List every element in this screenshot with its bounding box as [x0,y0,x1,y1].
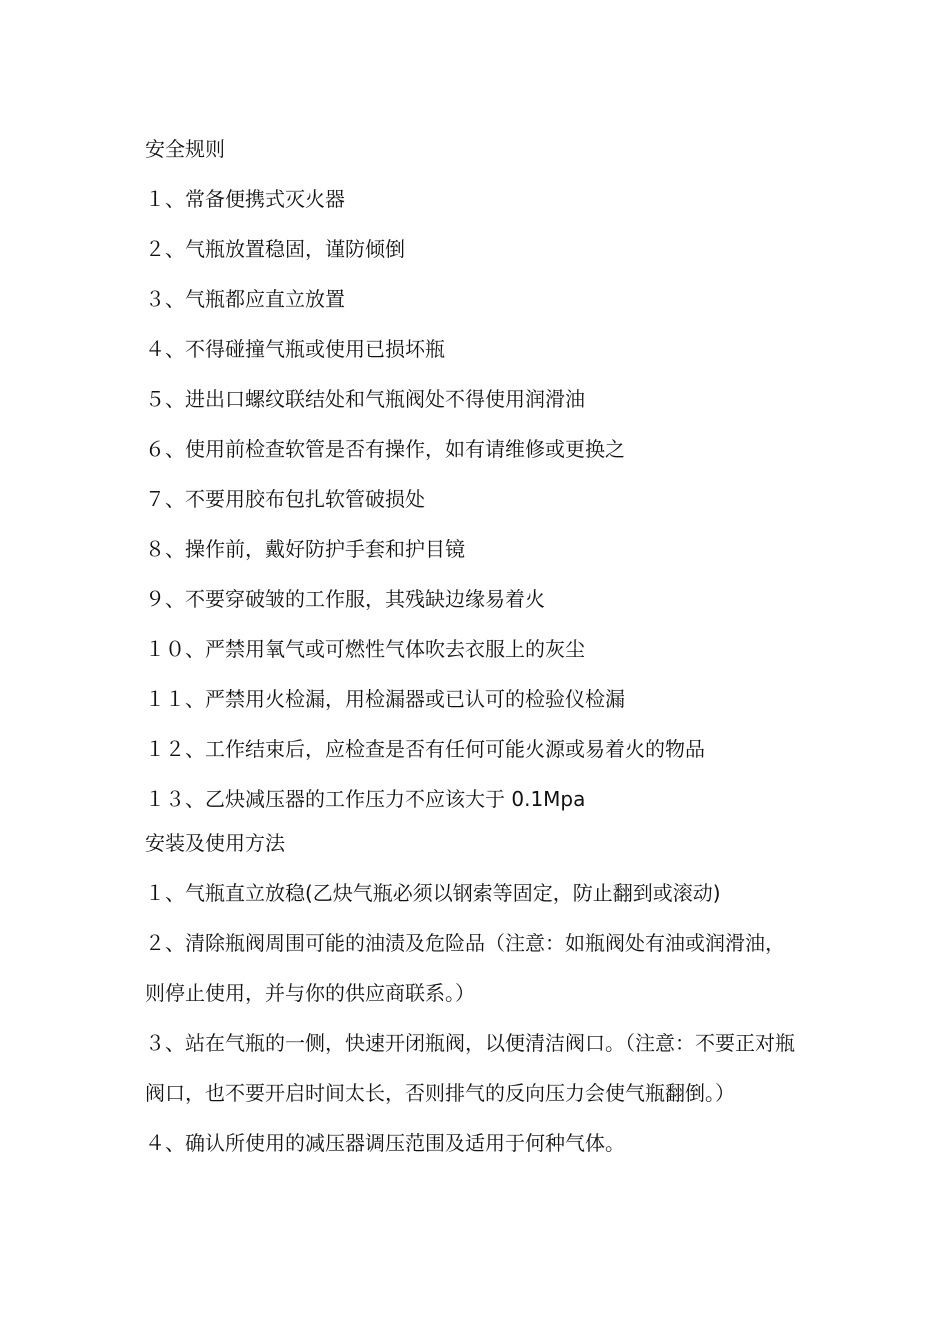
safety-rule-10: １０、严禁用氧气或可燃性气体吹去衣服上的灰尘 [145,637,585,661]
safety-rule-13: １３、乙炔减压器的工作压力不应该大于 0.1Mpa [145,787,586,811]
section-title-installation: 安装及使用方法 [145,831,285,855]
safety-rule-1: １、常备便携式灭火器 [145,187,345,211]
safety-rule-7: ７、不要用胶布包扎软管破损处 [145,487,425,511]
safety-rule-4: ４、不得碰撞气瓶或使用已损坏瓶 [145,337,445,361]
installation-step-4: ４、确认所使用的减压器调压范围及适用于何种气体。 [145,1131,625,1155]
safety-rule-3: ３、气瓶都应直立放置 [145,287,345,311]
installation-step-3: ３、站在气瓶的一侧，快速开闭瓶阀，以便清洁阀口。（注意：不要正对瓶阀口，也不要开启时间太长，否则排气的反向压力会使气瓶翻倒。） [145,1031,795,1105]
installation-step-2: ２、清除瓶阀周围可能的油渍及危险品（注意：如瓶阀处有油或润滑油，则停止使用，并与你的供应商联系。） [145,931,785,1005]
safety-rule-2: ２、气瓶放置稳固，谨防倾倒 [145,237,405,261]
installation-step-1: １、气瓶直立放稳(乙炔气瓶必须以钢索等固定，防止翻到或滚动) [145,881,721,905]
safety-rule-11: １１、严禁用火检漏，用检漏器或已认可的检验仪检漏 [145,687,625,711]
document-content [145,135,800,1179]
safety-rule-9: ９、不要穿破皱的工作服，其残缺边缘易着火 [145,587,545,611]
safety-rule-8: ８、操作前，戴好防护手套和护目镜 [145,537,465,561]
safety-rule-5: ５、进出口螺纹联结处和气瓶阀处不得使用润滑油 [145,387,585,411]
safety-rule-6: ６、使用前检查软管是否有操作，如有请维修或更换之 [145,437,625,461]
safety-rule-12: １２、工作结束后，应检查是否有任何可能火源或易着火的物品 [145,737,705,761]
section-title-safety-rules: 安全规则 [145,137,225,161]
